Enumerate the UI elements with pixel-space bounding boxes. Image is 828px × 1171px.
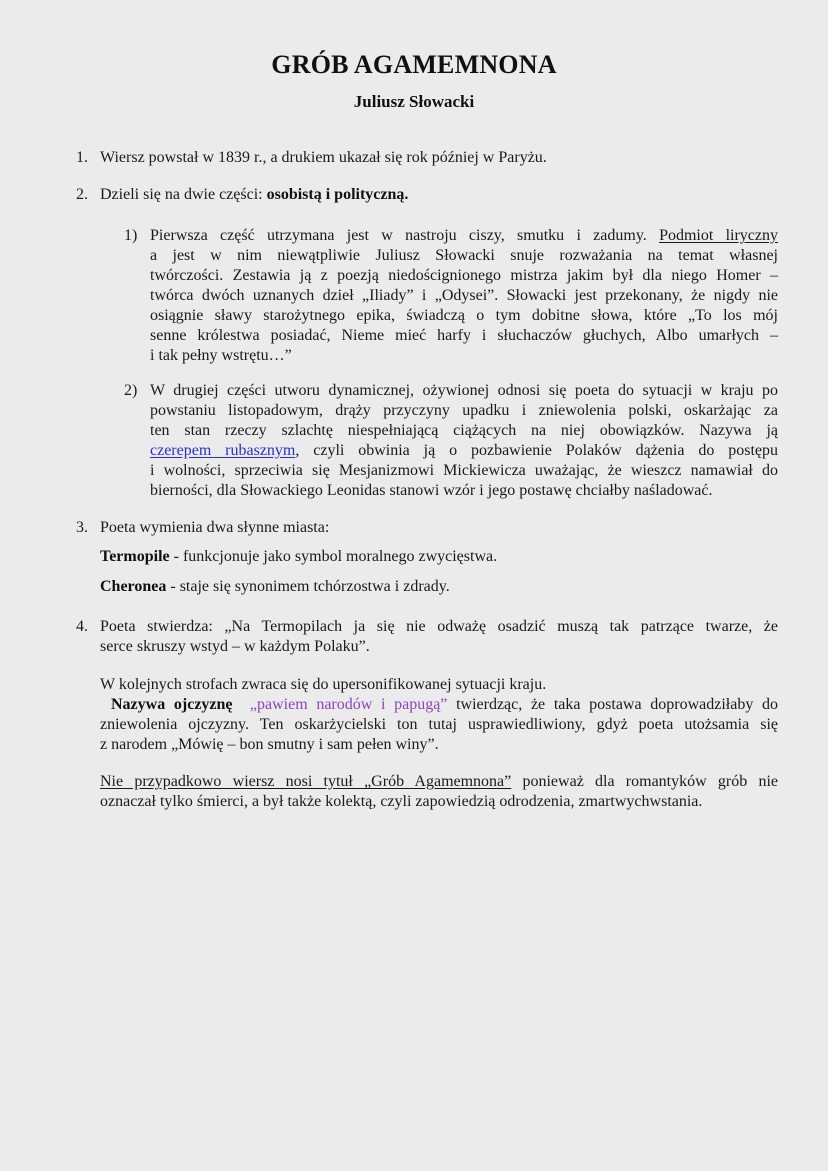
paragraph-conclusion	[100, 772, 778, 812]
text-line: a jest w nim niewątpliwie Juliusz Słowacki snuje rozważania na temat własnej	[150, 247, 778, 264]
text-line: Nazywa ojczyznę „pawiem narodów i papugą” twierdząc, że taka postawa doprowadziłaby do	[111, 696, 779, 713]
text-line: i tak pełny wstrętu…”	[150, 347, 292, 364]
list-item-2-bold: osobistą i polityczną.	[266, 186, 409, 203]
text-line: W drugiej części utworu dynamicznej, ożywionej odnosi się poeta do sytuacji w kraju po	[150, 382, 778, 399]
text-line: czerepem rubasznym, czyli obwinia ją o pozbawienie Polaków dążenia do postępu	[150, 442, 778, 459]
document-title: GRÓB AGAMEMNONA	[271, 50, 557, 79]
text-line: Poeta stwierdza: „Na Termopilach ja się nie odważę osadzić muszą tak patrzące twarze, że	[100, 618, 778, 635]
text-line: ten stan rzeczy szlachtę niespełniającą ciążących na niej obowiązków. Nazywa ją	[150, 422, 778, 439]
list-item-2-text	[100, 185, 408, 205]
text-line: W kolejnych strofach zwraca się do upersonifikowanej sytuacji kraju.	[100, 676, 547, 693]
document-author: Juliusz Słowacki	[353, 92, 475, 111]
text-line: osiągnie sławy starożytnego epika, świadczą o tym dobitne słowa, które „To los mój	[150, 307, 778, 324]
text-line: oznaczał tylko śmierci, a był także kolektą, czyli zapowiedzią odrodzenia, zmartwychwstania.	[100, 793, 703, 810]
sublist-number: 1)	[124, 227, 138, 244]
subitem-2-paragraph	[150, 381, 778, 501]
list-number: 4.	[76, 618, 88, 635]
text-line: powstaniu listopadowym, drąży przyczyny upadku i zniewolenia polski, oskarżając za	[150, 402, 778, 419]
bold-lead: Nazywa ojczyznę	[111, 696, 233, 713]
list-item-4-quote	[100, 617, 778, 657]
underlined-phrase: Podmiot liryczny	[659, 227, 778, 244]
text-line: twórczości. Zestawia ją z poezją niedoścignionego mistrza jakim był dla niego Homer –	[150, 267, 778, 284]
city-cheronea	[100, 577, 450, 597]
city-name: Cheronea	[100, 578, 167, 595]
city-description: - staje się synonimem tchórzostwa i zdrady.	[166, 578, 450, 595]
list-number: 3.	[76, 519, 88, 536]
city-termopile	[100, 547, 497, 567]
list-item-2-prefix: Dzieli się na dwie części:	[100, 186, 267, 203]
text-line: z narodem „Mówię – bon smutny i sam pełen winy”.	[100, 736, 439, 753]
paragraph-personification	[100, 675, 778, 755]
city-description: - funkcjonuje jako symbol moralnego zwycięstwa.	[169, 548, 498, 565]
purple-quote: „pawiem narodów i papugą”	[249, 696, 448, 713]
text-line: senne królestwa posiadać, Nieme mieć harfy i słuchaczów głuchych, Albo umarłych –	[150, 327, 778, 344]
list-number: 2.	[76, 186, 88, 203]
text-line: serce skruszy wstyd – w każdym Polaku”.	[100, 638, 370, 655]
text-line: i wolności, sprzeciwia się Mesjanizmowi Mickiewicza uważając, że wieszcz namawiał do	[150, 462, 778, 479]
city-name: Termopile	[100, 548, 170, 565]
list-number: 1.	[76, 149, 88, 166]
text-line: zniewolenia ojczyzny. Ten oskarżycielski ton tutaj usprawiedliwiony, gdyż poeta utożsamia się	[100, 716, 778, 733]
czerepem-rubasznym-link[interactable]: czerepem rubasznym	[150, 442, 296, 459]
sublist-number: 2)	[124, 382, 138, 399]
text-line: bierności, dla Słowackiego Leonidas stanowi wzór i jego postawę chciałby naśladować.	[150, 482, 713, 499]
text-line: Pierwsza część utrzymana jest w nastroju ciszy, smutku i zadumy. Podmiot liryczny	[150, 227, 778, 244]
text-line: twórca dwóch uznanych dzieł „Iliady” i „Odysei”. Słowacki jest przekonany, że nigdy nie	[150, 287, 778, 304]
subitem-1-paragraph	[150, 226, 778, 366]
list-item-1-text: Wiersz powstał w 1839 r., a drukiem ukazał się rok później w Paryżu.	[100, 149, 547, 166]
list-item-3-text: Poeta wymienia dwa słynne miasta:	[100, 519, 330, 536]
underlined-phrase: Nie przypadkowo wiersz nosi tytuł „Grób Agamemnona”	[100, 773, 512, 790]
text-line: Nie przypadkowo wiersz nosi tytuł „Grób Agamemnona” ponieważ dla romantyków grób nie	[100, 773, 778, 790]
